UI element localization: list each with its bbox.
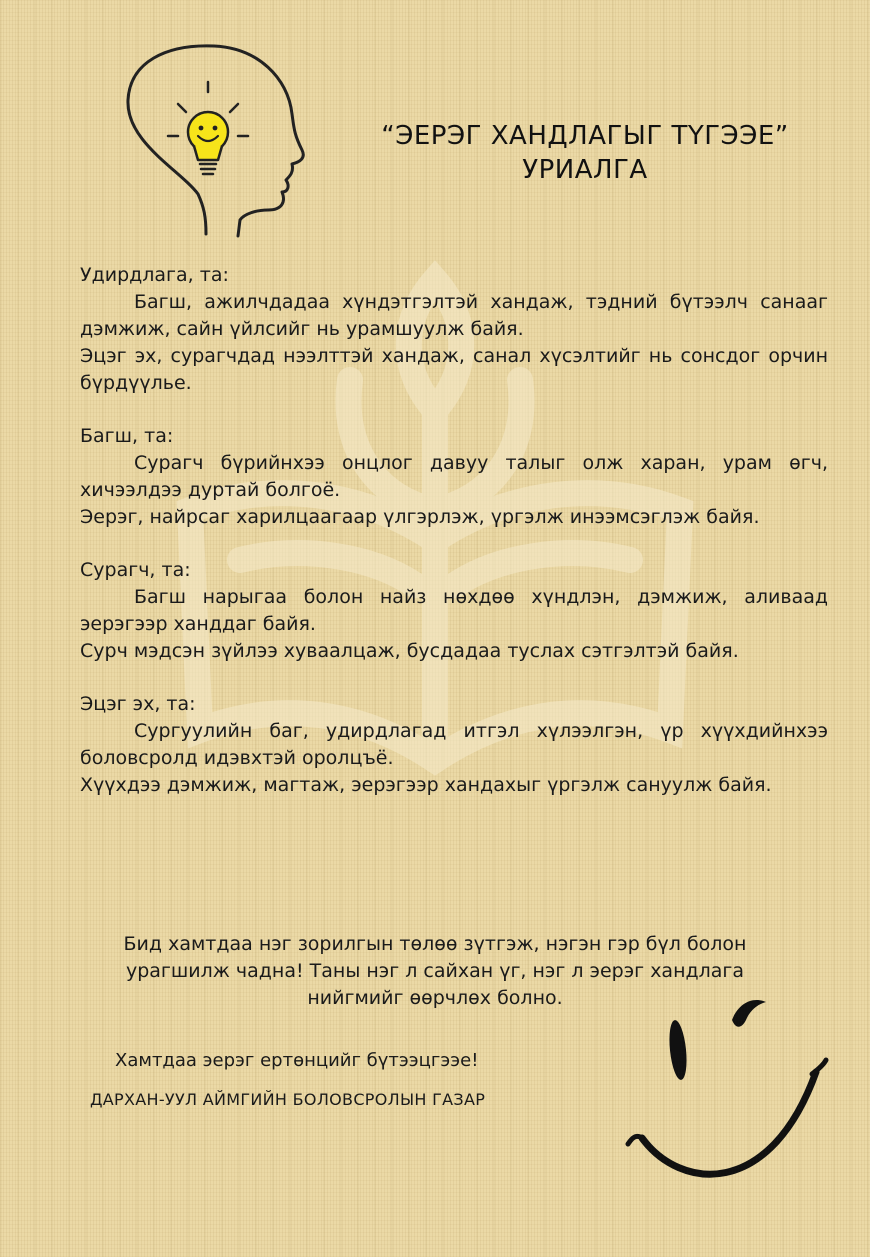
title-line-1: “ЭЕРЭГ ХАНДЛАГЫГ ТҮГЭЭЕ”: [381, 121, 789, 152]
appeal-sections: [80, 262, 828, 825]
section-parents: [80, 691, 828, 799]
section-paragraph: Багш, ажилчдадаа хүндэтгэлтэй хандаж, тэдний бүтээлч санааг дэмжиж, сайн үйлсийг нь урамшуулж байя.: [80, 291, 828, 340]
section-management: [80, 262, 828, 397]
section-heading: Удирдлага, та:: [80, 264, 229, 286]
section-heading: Эцэг эх, та:: [80, 693, 196, 715]
section-paragraph: Эцэг эх, сурагчдад нээлттэй хандаж, санал хүсэлтийг нь сонсдог орчин бүрдүүлье.: [80, 345, 828, 394]
section-paragraph: Эерэг, найрсаг харилцаагаар үлгэрлэж, үргэлж инээмсэглэж байя.: [80, 506, 760, 528]
section-heading: Сурагч, та:: [80, 559, 191, 581]
page-title: [330, 119, 840, 187]
head-lightbulb-icon: [118, 42, 308, 242]
organization-name: ДАРХАН-УУЛ АЙМГИЙН БОЛОВСРОЛЫН ГАЗАР: [90, 1090, 486, 1109]
section-teacher: [80, 423, 828, 531]
winking-smiley-icon: [620, 990, 835, 1220]
section-student: [80, 557, 828, 665]
slogan: Хамтдаа эерэг ертөнцийг бүтээцгээе!: [115, 1050, 479, 1071]
section-paragraph: Сурч мэдсэн зүйлээ хуваалцаж, бусдадаа туслах сэтгэлтэй байя.: [80, 640, 739, 662]
closing-statement: Бид хамтдаа нэг зорилгын төлөө зүтгэж, нэгэн гэр бүл болон урагшилж чадна! Таны нэг л сайхан үг, нэг л эерэг хандлага нийгмийг өөрчлөх болно.: [123, 933, 747, 1009]
section-heading: Багш, та:: [80, 425, 174, 447]
section-paragraph: Хүүхдээ дэмжиж, магтаж, эерэгээр хандахыг үргэлж сануулж байя.: [80, 774, 772, 796]
section-paragraph: Багш нарыгаа болон найз нөхдөө хүндлэн, дэмжиж, аливаад эерэгээр ханддаг байя.: [80, 586, 828, 635]
title-line-2: УРИАЛГА: [522, 155, 648, 186]
section-paragraph: Сурагч бүрийнхээ онцлог давуу талыг олж харан, урам өгч, хичээлдээ дуртай болгоё.: [80, 452, 828, 501]
section-paragraph: Сургуулийн баг, удирдлагад итгэл хүлээлгэн, үр хүүхдийнхээ боловсролд идэвхтэй оролцъё.: [80, 720, 828, 769]
